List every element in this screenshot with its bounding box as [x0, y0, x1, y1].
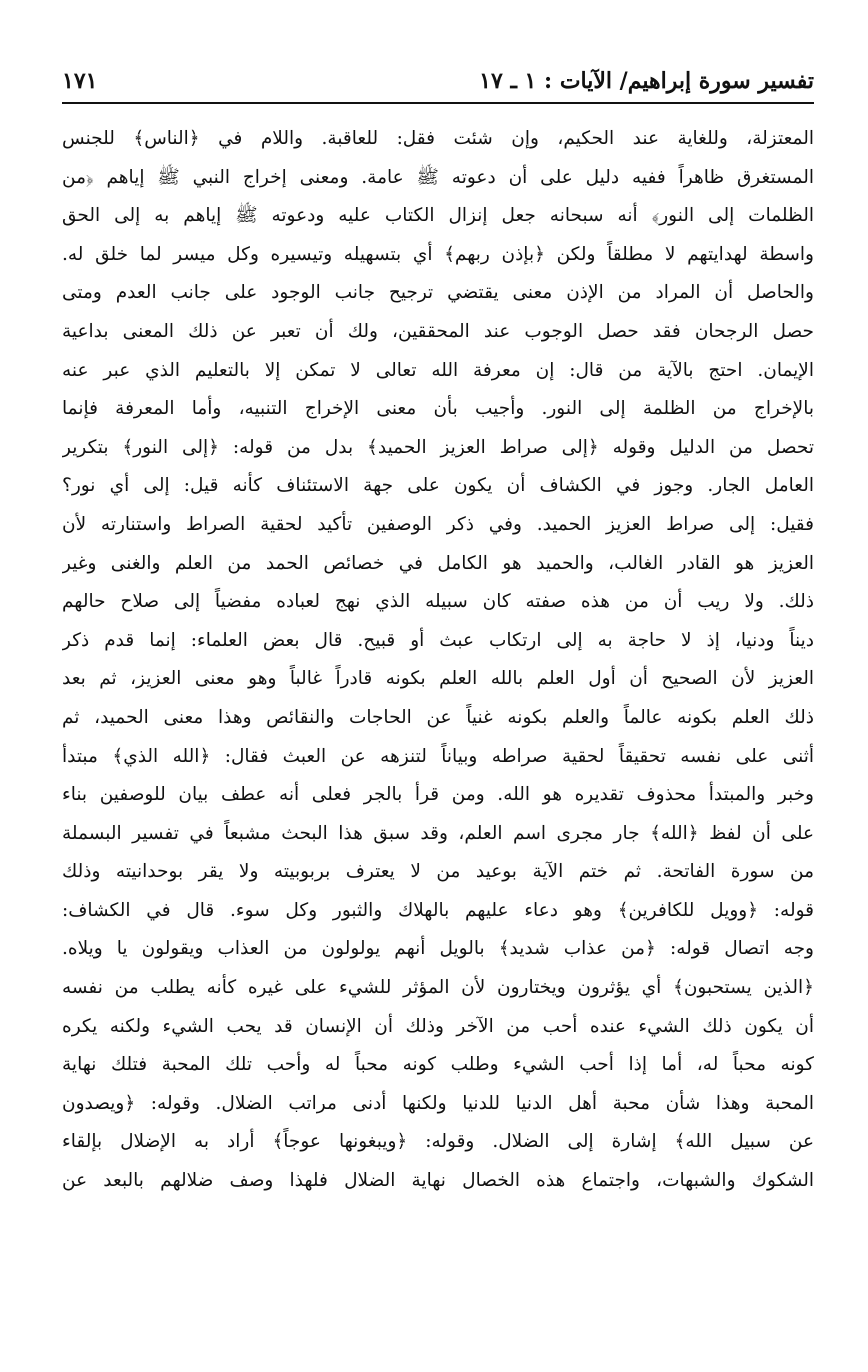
text-line: ذلك. ولا ريب أن من هذه صفته كان سبيله الذي نهج لعباده مفضياً إلى صلاح حالهم [62, 591, 814, 613]
text-line: المعتزلة، وللغاية عند الحكيم، وإن شئت فقل: للعاقبة. واللام في ﴿الناس﴾ للجنس [62, 128, 814, 149]
text-line: العامل الجار. وجوز في الكشاف أن يكون على جهة الاستئناف كأنه قيل: إلى أي نور؟ [62, 475, 814, 497]
running-header [62, 66, 814, 104]
text-line: تحصل من الدليل وقوله ﴿إلى صراط العزيز الحميد﴾ بدل من قوله: ﴿إلى النور﴾ بتكرير [62, 436, 814, 458]
text-line: حصل الرجحان فقد حصل الوجوب عند المحققين، ولك أن تعبر عن ذلك المعنى بداعية [62, 320, 814, 342]
text-line: ذلك العلم بكونه عالماً والعلم بكونه غنياً عن الحاجات والنقائص وهذا معنى الحميد، ثم [62, 706, 814, 728]
text-line: العزيز هو القادر الغالب، والحميد هو الكامل في خصائص الحمد من العلم والغنى وغير [62, 552, 814, 574]
text-line: الشكوك والشبهات، واجتماع هذه الخصال نهاية الضلال فلهذا وصف ضلالهم بالبعد عن [62, 1170, 814, 1192]
body-text [62, 120, 814, 1201]
text-line: على أن لفظ ﴿الله﴾ جار مجرى اسم العلم، وقد سبق هذا البحث مشبعاً في تفسير البسملة [62, 822, 814, 844]
text-line: بالإخراج من الظلمة إلى النور. وأجيب بأن معنى الإخراج التنبيه، وأما المعرفة فإنما [62, 398, 814, 420]
text-line: الإيمان. احتج بالآية من قال: إن معرفة الله تعالى لا تمكن إلا بالتعليم الذي عبر عنه [62, 359, 814, 381]
text-line: المحبة وهذا شأن محبة أهل الدنيا للدنيا ولكنها أدنى مراتب الضلال. وقوله: ﴿ويصدون [62, 1092, 814, 1114]
text-line: العزيز لأن الصحيح أن أول العلم بالله العلم بكونه قادراً غالباً وهو معنى العزيز، ثم بعد [62, 668, 814, 690]
text-line: وخبر والمبتدأ محذوف تقديره هو الله. ومن قرأ بالجر فعلى أنه عطف بيان للوصفين بناء [62, 784, 814, 806]
text-line: كونه محباً له، أما إذا أحب الشيء وطلب كونه محباً له وأحب تلك المحبة فتلك نهاية [62, 1054, 814, 1076]
text-line: وجه اتصال قوله: ﴿من عذاب شديد﴾ بالويل أنهم يولولون من العذاب ويقولون يا ويلاه. [62, 938, 814, 960]
text-line: أن يكون ذلك الشيء عنده أحب من الآخر وذلك أن الإنسان قد يحب الشيء ولكنه يكره [62, 1015, 814, 1037]
text-line: واسطة لهدايتهم لا مطلقاً ولكن ﴿بإذن ربهم﴾ أي بتسهيله وتيسيره وكل ميسر لما خلق له. [62, 243, 814, 265]
text-line: المستغرق ظاهراً ففيه دليل على أن دعوته ﷺ عامة. ومعنى إخراج النبي ﷺ إياهم ﴿من [62, 166, 814, 188]
text-line: والحاصل أن المراد من الإذن معنى يقتضي ترجيح جانب الوجود على جانب العدم ومتى [62, 282, 814, 304]
page-number: ١٧١ [62, 68, 98, 94]
text-line: قوله: ﴿وويل للكافرين﴾ وهو دعاء عليهم بالهلاك والثبور وكل سوء. قال في الكشاف: [62, 899, 814, 921]
header-title: تفسير سورة إبراهيم/ الآيات : ١ ـ ١٧ [479, 68, 814, 94]
text-line: من سورة الفاتحة. ثم ختم الآية بوعيد من لا يعترف بربوبيته ولا يقر بوحدانيته وذلك [62, 861, 814, 883]
text-line: عن سبيل الله﴾ إشارة إلى الضلال. وقوله: ﴿ويبغونها عوجاً﴾ أراد به الإضلال بإلقاء [62, 1131, 814, 1153]
text-line: ديناً ودنيا، إذ لا حاجة به إلى ارتكاب عبث أو قبيح. قال بعض العلماء: إنما قدم ذكر [62, 629, 814, 651]
text-line: فقيل: إلى صراط العزيز الحميد. وفي ذكر الوصفين تأكيد لحقية الصراط واستنارته لأن [62, 513, 814, 535]
text-line: ﴿الذين يستحبون﴾ أي يؤثرون ويختارون لأن المؤثر للشيء على غيره كأنه يطلب من نفسه [62, 977, 814, 999]
text-line: الظلمات إلى النور﴾ أنه سبحانه جعل إنزال الكتاب عليه ودعوته ﷺ إياهم به إلى الحق [62, 205, 814, 227]
text-line: أثنى على نفسه تحقيقاً لحقية صراطه وبياناً لتنزهه عن العبث فقال: ﴿الله الذي﴾ مبتدأ [62, 745, 814, 767]
